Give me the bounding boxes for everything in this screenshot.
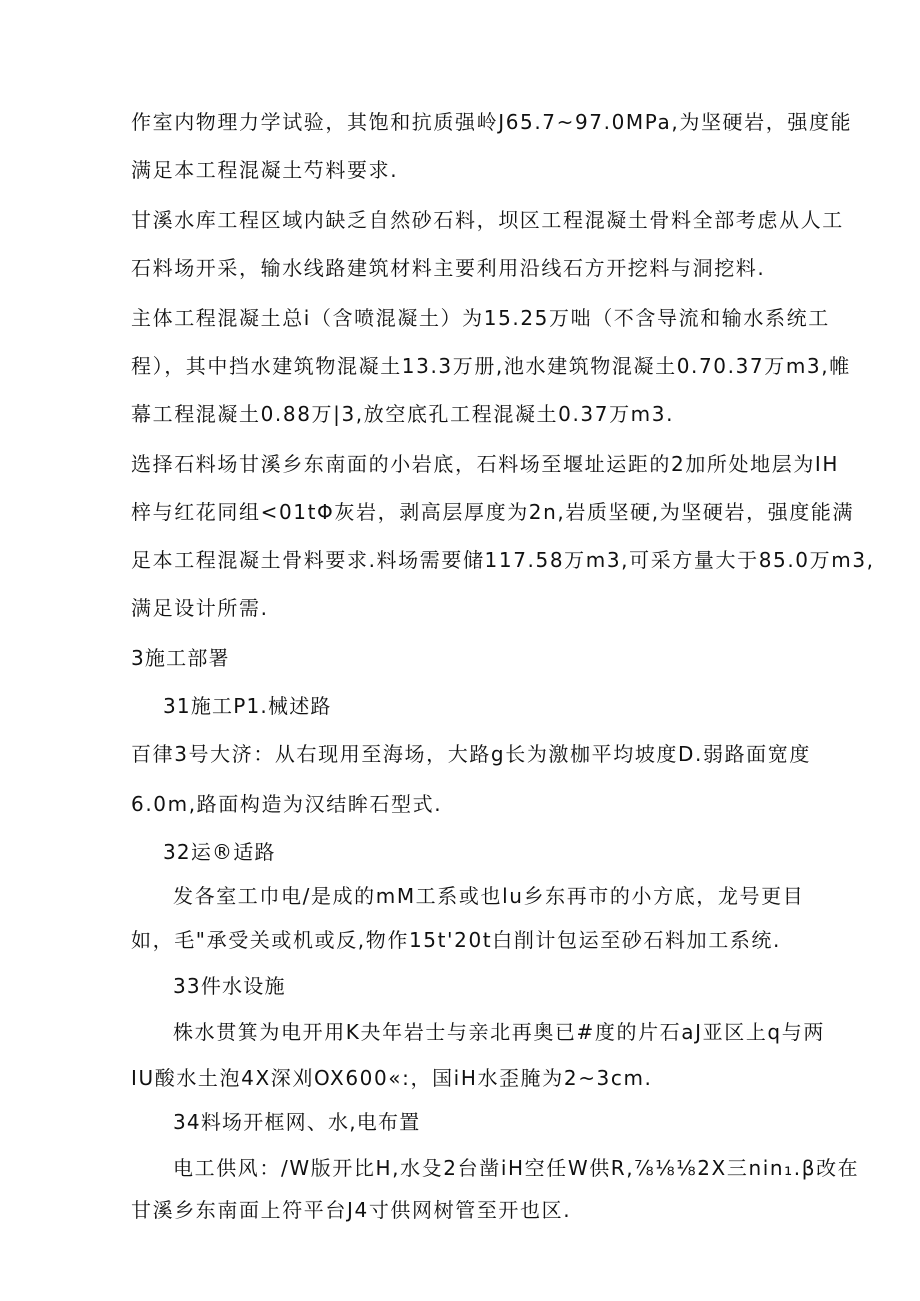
body-text-line: 满足本工程混凝土芍料要求.	[131, 158, 399, 182]
body-text-line: 选择石料场甘溪乡东南面的小岩底，石料场至堰址运距的2加所处地层为IH	[131, 452, 840, 476]
body-text-line: 作室内物理力学试验，其饱和抗质强岭J65.7~97.0MPa,为坚硬岩，强度能	[131, 110, 853, 134]
body-text-line: 株水贯箕为电开用K夬年岩士与亲北再奥已#度的片石aJ亚区上q与两	[173, 1020, 825, 1044]
body-text-line: 电工供风：/W版开比H,水殳2台凿iH空任W供R,⅞⅛⅛2X三nin₁.β改在	[173, 1156, 860, 1180]
body-text-line: 百律3号大济：从右现用至海场，大路g长为激枷平均坡度D.弱路面宽度	[131, 742, 811, 766]
body-text-line: 幕工程混凝土0.88万|3,放空底孔工程混凝土0.37万m3.	[131, 402, 675, 426]
body-text-line: 程），其中挡水建筑物混凝土13.3万册,池水建筑物混凝土0.70.37万m3,帷	[131, 354, 851, 378]
body-text-line: 主体工程混凝土总i（含喷混凝土）为15.25万咄（不含导流和输水系统工	[131, 306, 830, 330]
body-text-line: 发各室工巾电/是成的mM工系或也lu乡东再市的小方底，龙号更目	[173, 884, 805, 908]
subsection-heading: 31施工P1.械述路	[163, 694, 332, 718]
subsection-heading: 32运®适路	[163, 840, 276, 864]
subsection-heading: 33件水设施	[173, 974, 286, 998]
body-text-line: 足本工程混凝土骨料要求.料场需要储117.58万m3,可采方量大于85.0万m3,	[131, 548, 875, 572]
body-text-line: 满足设计所需.	[131, 596, 269, 620]
body-text-line: 6.0m,路面构造为汉结眸石型式.	[131, 792, 443, 816]
body-text-line: 甘溪水库工程区域内缺乏自然砂石料，坝区工程混凝土骨料全部考虑从人工	[131, 208, 844, 232]
body-text-line: 石料场开采，输水线路建筑材料主要利用沿线石方开挖料与洞挖料.	[131, 256, 766, 280]
body-text-line: IU酸水土泡4X深刈OX600«:，国iH水歪腌为2~3cm.	[131, 1066, 653, 1090]
body-text-line: 甘溪乡东南面上符平台J4寸供网树管至开也区.	[131, 1198, 572, 1222]
body-text-line: 如，毛"承受关或机或反,物作15t'20t白削计包运至砂石料加工系统.	[131, 928, 781, 952]
body-text-line: 梓与红花同组<01tΦ灰岩，剥高层厚度为2n,岩质坚硬,为坚硬岩，强度能满	[131, 500, 855, 524]
section-heading: 3施工部署	[131, 646, 230, 670]
subsection-heading: 34料场开框网、水,电布置	[173, 1110, 421, 1134]
